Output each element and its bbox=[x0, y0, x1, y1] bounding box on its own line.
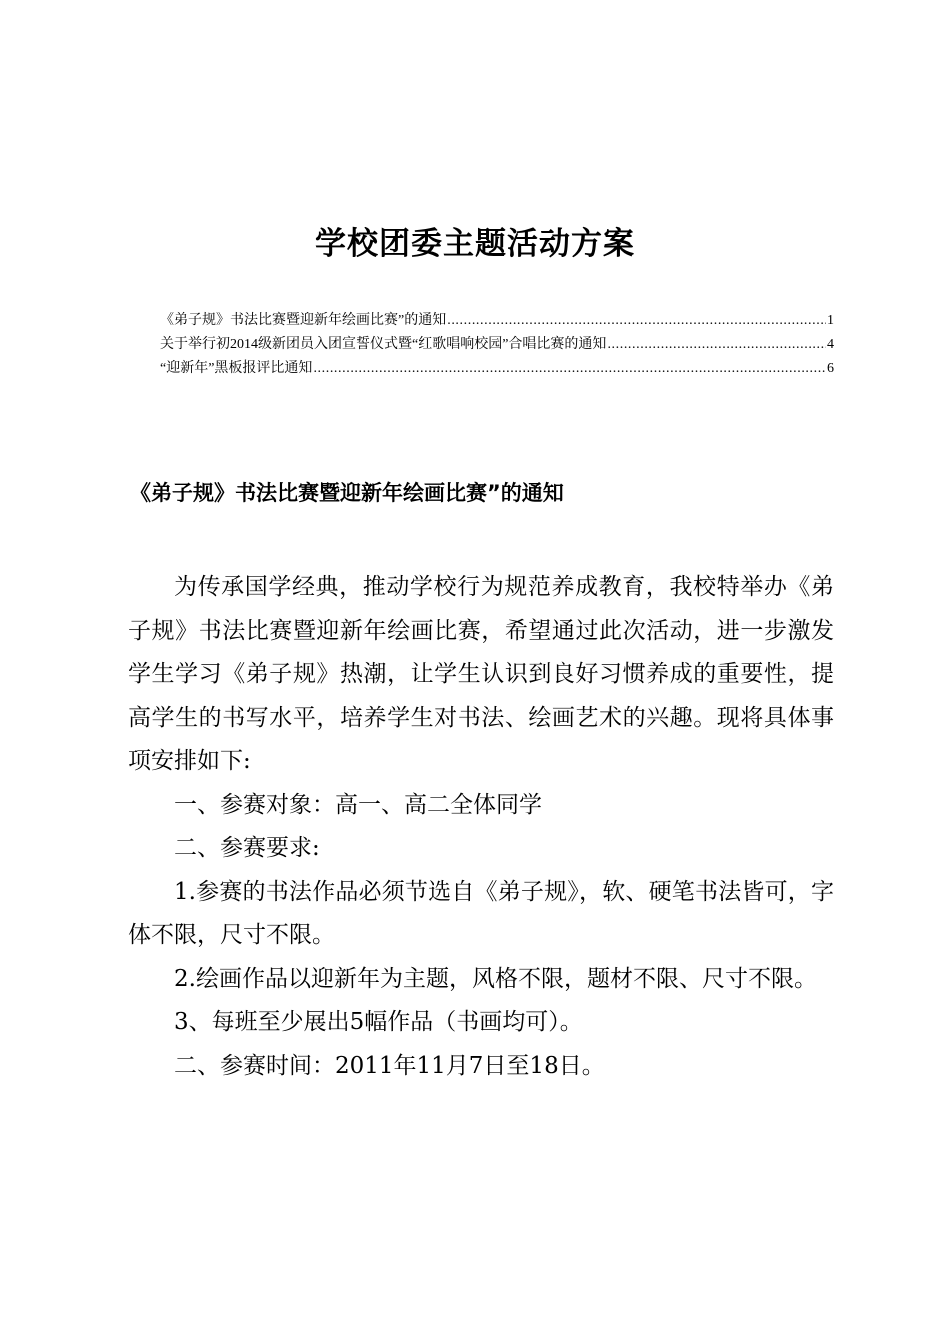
section-heading: 《弟子规》书法比赛暨迎新年绘画比赛”的通知 bbox=[130, 481, 564, 505]
intro-paragraph: 为传承国学经典，推动学校行为规范养成教育，我校特举办《弟子规》书法比赛暨迎新年绘画比赛，希望通过此次活动，进一步激发学生学习《弟子规》热潮，让学生认识到良好习惯养成的重要性，提高学生的书写水平，培养学生对书法、绘画艺术的兴趣。现将具体事项安排如下: bbox=[128, 574, 834, 774]
toc-entry-text: 关于举行初2014级新团员入团宣誓仪式暨“红歌唱响校园”合唱比赛的通知 bbox=[160, 337, 607, 352]
body-text bbox=[128, 566, 834, 1088]
participants-paragraph: 一、参赛对象：高一、高二全体同学 bbox=[174, 791, 542, 818]
document-title: 学校团委主题活动方案 bbox=[315, 226, 635, 262]
toc-dot-leader bbox=[447, 309, 826, 333]
toc-entry-text: “迎新年”黑板报评比通知 bbox=[160, 361, 313, 376]
toc-entry-page: 6 bbox=[827, 361, 834, 376]
requirement-item: 2.绘画作品以迎新年为主题，风格不限，题材不限、尺寸不限。 bbox=[174, 965, 817, 992]
toc-entry[interactable] bbox=[160, 309, 834, 333]
schedule-paragraph: 二、参赛时间：2011年11月7日至18日。 bbox=[174, 1052, 605, 1079]
requirement-item: 1.参赛的书法作品必须节选自《弟子规》，软、硬笔书法皆可，字体不限，尺寸不限。 bbox=[128, 878, 834, 948]
requirements-heading: 二、参赛要求: bbox=[174, 835, 320, 861]
toc-entry[interactable] bbox=[160, 357, 834, 381]
toc-entry-page: 4 bbox=[827, 337, 834, 352]
toc-dot-leader bbox=[607, 333, 826, 357]
toc-entry-text: 《弟子规》书法比赛暨迎新年绘画比赛”的通知 bbox=[160, 313, 447, 328]
toc-dot-leader bbox=[313, 357, 826, 381]
toc-entry[interactable] bbox=[160, 333, 834, 357]
requirement-item: 3、每班至少展出5幅作品（书画均可）。 bbox=[174, 1009, 583, 1035]
table-of-contents bbox=[160, 309, 834, 381]
toc-entry-page: 1 bbox=[827, 313, 834, 328]
